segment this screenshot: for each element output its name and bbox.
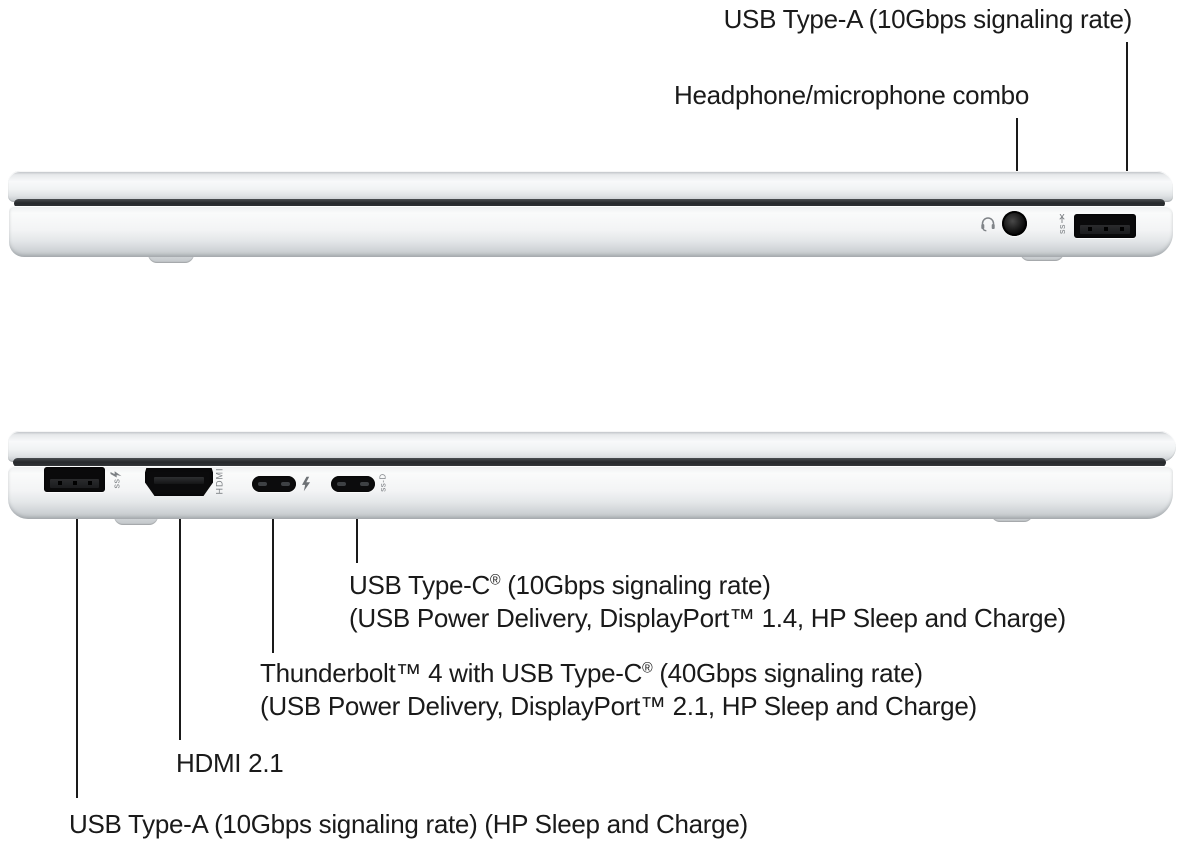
usb-a-left-label-line1: USB Type-A (10Gbps signaling rate) (HP Sleep and Charge) [69,809,748,839]
thunderbolt-icon [302,476,311,492]
callout-label-usb-a-left [69,808,748,841]
usb-c-pin [337,482,346,486]
callout-line-hdmi [179,518,181,740]
callout-line-headphone [1016,118,1018,173]
usb-a-port-right [1074,214,1136,238]
thunderbolt-usb-c-port [252,476,296,492]
callout-line-usb-c [356,518,358,563]
callout-line-thunderbolt [272,518,274,653]
callout-label-thunderbolt [260,657,977,723]
callout-label-usb-c [349,569,1066,635]
usb-c-label-line1: USB Type-C® (10Gbps signaling rate) [349,570,771,600]
laptop-left-side-view [8,431,1176,527]
callout-label-headphone: Headphone/microphone combo [674,80,1029,110]
thunderbolt-label-line1: Thunderbolt™ 4 with USB Type-C® (40Gbps signaling rate) [260,658,923,688]
usb-a-notch [73,481,77,485]
callout-line-usb-a-left [76,518,78,798]
ss-dp-marking-text: ss-D [378,473,388,492]
usb-c-pin [360,482,369,486]
usb-c-pin [258,482,267,486]
callout-line-usb-a-right [1126,42,1128,173]
thunderbolt-label-line2: (USB Power Delivery, DisplayPort™ 2.1, HP Sleep and Charge) [260,691,977,721]
usb-a-notch [58,481,62,485]
callout-label-hdmi [176,747,283,780]
callout-label-usb-a-right: USB Type-A (10Gbps signaling rate) [723,4,1132,34]
usb-a-notch [88,481,92,485]
hdmi-port [145,468,213,496]
ss-usb-displayport-icon [379,473,388,491]
laptop-lid-edge [8,171,1173,202]
usb-a-tongue [1080,225,1130,234]
hdmi-engraving [215,468,225,495]
usb-a-notch [1104,227,1108,231]
hdmi-label-line1: HDMI 2.1 [176,748,284,778]
usb-a-port-left [44,467,105,492]
usb-a-notch [1088,227,1092,231]
hdmi-slot [154,477,204,484]
ss-marking-text: ss [1057,224,1067,234]
ss-usb-charge-icon [111,471,122,489]
ss-marking-text: ss [111,478,121,489]
usb-c-port [331,476,375,492]
usb-a-notch [1120,227,1124,231]
usb-a-tongue [50,479,99,488]
headphone-jack-port [1002,211,1027,236]
laptop-base-edge [9,206,1173,257]
hdmi-marking-text: HDMI [214,467,225,495]
ss-usb-icon [1057,214,1067,234]
headset-icon [979,214,997,232]
laptop-right-side-view [8,171,1173,267]
usb-c-label-line2: (USB Power Delivery, DisplayPort™ 1.4, HP Sleep and Charge) [349,603,1066,633]
usb-c-pin [281,482,290,486]
